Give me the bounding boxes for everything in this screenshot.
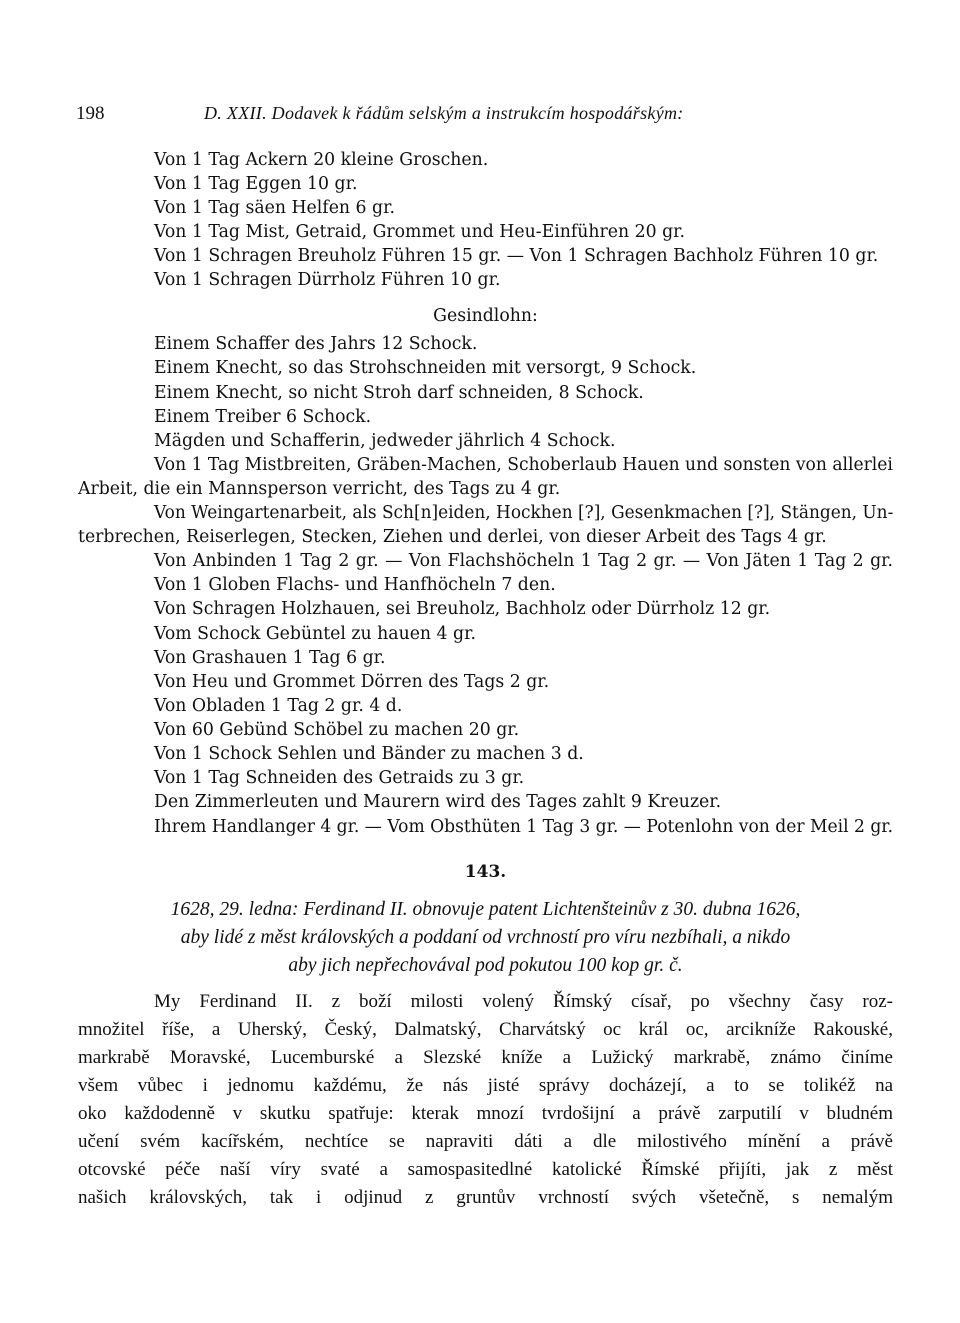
body-line: markrabě Moravské, Lucemburské a Slezské kníže a Lužický markrabě, známo činíme [78,1047,893,1068]
regest-line: aby jich nepřechovával pod pokutou 100 kop gr. č. [288,955,683,976]
wage-line: Mägden und Schafferin, jedweder jährlich 4 Schock. [154,431,616,451]
wage-line: Von Weingartenarbeit, als Sch[n]eiden, Hockhen [?], Gesenkmachen [?], Stängen, Un- [154,503,894,523]
body-line: našich královských, tak i odjinud z gruntův vrchností svých všetečně, s nemalým [78,1187,893,1208]
page-header [76,103,896,133]
document-number: 143. [464,862,507,882]
page-number: 198 [76,103,105,124]
wage-line: terbrechen, Reiserlegen, Stecken, Ziehen und derlei, von dieser Arbeit des Tags 4 gr. [78,527,827,547]
wage-line: Von 1 Tag Mistbreiten, Gräben-Machen, Schoberlaub Hauen und sonsten von allerlei [154,455,893,475]
wage-line: Von 1 Tag Schneiden des Getraids zu 3 gr. [154,768,525,788]
wage-line: Von Anbinden 1 Tag 2 gr. — Von Flachshöcheln 1 Tag 2 gr. — Von Jäten 1 Tag 2 gr. [154,551,893,571]
regest-line: aby lidé z měst královských a poddaní od vrchností pro víru nezbíhali, a nikdo [180,927,791,948]
wage-line: Den Zimmerleuten und Maurern wird des Tages zahlt 9 Kreuzer. [154,792,722,812]
wage-line: Einem Schaffer des Jahrs 12 Schock. [154,334,478,354]
running-head: D. XXII. Dodavek k řádům selským a instrukcím hospodářským: [204,103,684,123]
wage-line: Einem Knecht, so nicht Stroh darf schneiden, 8 Schock. [154,383,644,403]
wage-line: Von 60 Gebünd Schöbel zu machen 20 gr. [154,720,520,740]
wage-line: Von 1 Schock Sehlen und Bänder zu machen 3 d. [154,744,584,764]
wage-line: Von 1 Schragen Dürrholz Führen 10 gr. [154,270,501,290]
regest-line: 1628, 29. ledna: Ferdinand II. obnovuje patent Lichtenšteinův z 30. dubna 1626, [170,899,801,920]
body-line: oko každodenně v skutku spatřuje: kterak mnozí tvrdošijní a právě zarputilí v bludném [78,1103,893,1124]
wage-line: Von Grashauen 1 Tag 6 gr. [154,648,386,668]
wage-line: Von 1 Globen Flachs- und Hanfhöcheln 7 den. [154,575,556,595]
wage-line: Von 1 Tag säen Helfen 6 gr. [154,198,395,218]
wage-line: Von Obladen 1 Tag 2 gr. 4 d. [154,696,403,716]
wage-line: Einem Knecht, so das Strohschneiden mit versorgt, 9 Schock. [154,358,697,378]
wage-line: Einem Treiber 6 Schock. [154,407,372,427]
body-line: všem vůbec i jednomu každému, že nás jisté správy docházejí, a to se tolikéž na [78,1075,893,1096]
body-line: množitel říše, a Uherský, Český, Dalmatský, Charvátský oc král oc, arcikníže Rakouské, [78,1019,893,1040]
wage-line: Von Heu und Grommet Dörren des Tags 2 gr. [154,672,550,692]
body-line: otcovské péče naší víry svaté a samospasitedlné katolické Římské přijíti, jak z měst [78,1159,893,1180]
wage-line: Von 1 Tag Ackern 20 kleine Groschen. [154,150,489,170]
wage-line: Von Schragen Holzhauen, sei Breuholz, Bachholz oder Dürrholz 12 gr. [154,599,771,619]
body-line: učení svém kacířském, nechtíce se napraviti dáti a dle milostivého mínění a právě [78,1131,893,1152]
wage-line: Ihrem Handlanger 4 gr. — Vom Obsthüten 1 Tag 3 gr. — Potenlohn von der Meil 2 gr. [154,817,894,837]
wage-line: Von 1 Schragen Breuholz Führen 15 gr. — Von 1 Schragen Bachholz Führen 10 gr. [154,246,879,266]
wage-line: Von 1 Tag Eggen 10 gr. [154,174,358,194]
wage-line: Vom Schock Gebüntel zu hauen 4 gr. [154,624,476,644]
wage-line: Von 1 Tag Mist, Getraid, Grommet und Heu-Einführen 20 gr. [154,222,686,242]
body-line: My Ferdinand II. z boží milosti volený Římský císař, po všechny časy roz- [154,991,893,1012]
section-heading: Gesindlohn: [433,306,538,326]
wage-line: Arbeit, die ein Mannsperson verricht, des Tags zu 4 gr. [78,479,561,499]
